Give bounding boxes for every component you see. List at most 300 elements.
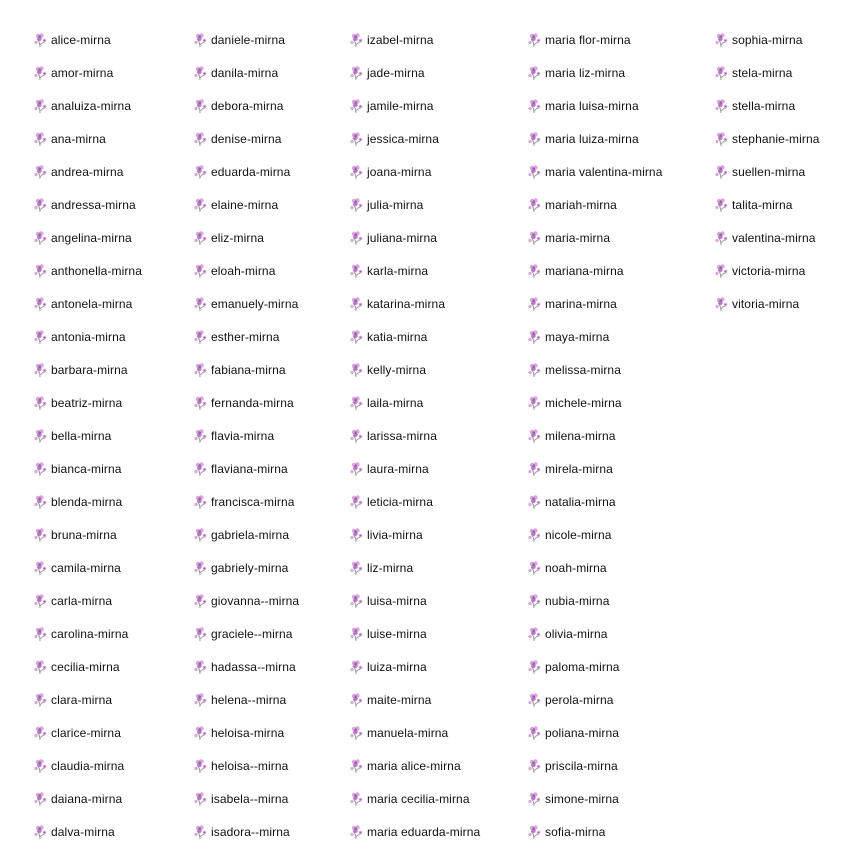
file-name: stella-mirna — [732, 99, 796, 113]
image-file-icon — [33, 659, 48, 675]
file-name: flaviana-mirna — [211, 462, 288, 476]
file-item[interactable] — [714, 261, 805, 281]
file-item[interactable] — [349, 261, 428, 281]
image-file-icon — [33, 725, 48, 741]
image-file-icon — [33, 824, 48, 840]
file-name: daniele-mirna — [211, 33, 286, 47]
file-item[interactable] — [33, 129, 106, 149]
file-name: dalva-mirna — [51, 825, 115, 839]
image-file-icon — [193, 824, 208, 840]
file-name: analuiza-mirna — [51, 99, 132, 113]
file-item[interactable] — [33, 63, 113, 83]
file-name: natalia-mirna — [545, 495, 616, 509]
file-item[interactable] — [33, 294, 132, 314]
file-name: luisa-mirna — [367, 594, 427, 608]
file-item[interactable] — [527, 624, 608, 644]
file-name: nicole-mirna — [545, 528, 612, 542]
file-name: clara-mirna — [51, 693, 113, 707]
file-item[interactable] — [33, 459, 122, 479]
file-name: camila-mirna — [51, 561, 121, 575]
image-file-icon — [714, 164, 729, 180]
file-name: priscila-mirna — [545, 759, 618, 773]
file-name: milena-mirna — [545, 429, 616, 443]
image-file-icon — [527, 758, 542, 774]
file-item[interactable] — [193, 360, 286, 380]
file-item[interactable] — [349, 756, 461, 776]
file-name: manuela-mirna — [367, 726, 449, 740]
image-file-icon — [193, 329, 208, 345]
file-item[interactable] — [193, 195, 278, 215]
image-file-icon — [349, 329, 364, 345]
file-item[interactable] — [193, 63, 278, 83]
file-item[interactable] — [33, 426, 111, 446]
image-file-icon — [193, 296, 208, 312]
image-file-icon — [349, 428, 364, 444]
file-name: carla-mirna — [51, 594, 113, 608]
file-item[interactable] — [714, 129, 820, 149]
file-item[interactable] — [33, 789, 122, 809]
image-file-icon — [527, 395, 542, 411]
file-item[interactable] — [193, 294, 298, 314]
file-name: leticia-mirna — [367, 495, 433, 509]
image-file-icon — [33, 263, 48, 279]
file-name: maria liz-mirna — [545, 66, 626, 80]
image-file-icon — [33, 65, 48, 81]
file-name: elaine-mirna — [211, 198, 279, 212]
image-file-icon — [349, 395, 364, 411]
file-item[interactable] — [33, 690, 112, 710]
file-item[interactable] — [527, 492, 616, 512]
image-file-icon — [193, 593, 208, 609]
file-name: simone-mirna — [545, 792, 619, 806]
image-file-icon — [193, 65, 208, 81]
file-name: eloah-mirna — [211, 264, 276, 278]
file-name: graciele--mirna — [211, 627, 293, 641]
file-item[interactable] — [527, 294, 617, 314]
file-item[interactable] — [527, 261, 624, 281]
image-file-icon — [33, 32, 48, 48]
image-file-icon — [527, 692, 542, 708]
file-name: maya-mirna — [545, 330, 610, 344]
file-name: luiza-mirna — [367, 660, 427, 674]
file-name: laura-mirna — [367, 462, 429, 476]
image-file-icon — [349, 32, 364, 48]
file-name: debora-mirna — [211, 99, 284, 113]
file-name: melissa-mirna — [545, 363, 621, 377]
file-item[interactable] — [714, 63, 792, 83]
image-file-icon — [349, 560, 364, 576]
image-file-icon — [527, 593, 542, 609]
file-item[interactable] — [193, 624, 293, 644]
file-name: sofia-mirna — [545, 825, 606, 839]
file-name: paloma-mirna — [545, 660, 620, 674]
file-item[interactable] — [193, 261, 275, 281]
file-item[interactable] — [527, 558, 607, 578]
image-file-icon — [349, 65, 364, 81]
file-item[interactable] — [193, 723, 284, 743]
image-file-icon — [714, 131, 729, 147]
file-name: denise-mirna — [211, 132, 282, 146]
file-item[interactable] — [527, 789, 619, 809]
file-name: heloisa-mirna — [211, 726, 285, 740]
file-name: noah-mirna — [545, 561, 607, 575]
image-file-icon — [527, 98, 542, 114]
file-item[interactable] — [349, 690, 431, 710]
image-file-icon — [349, 692, 364, 708]
file-item[interactable] — [527, 162, 662, 182]
file-name: sophia-mirna — [732, 33, 803, 47]
file-name: cecilia-mirna — [51, 660, 120, 674]
image-file-icon — [193, 494, 208, 510]
file-item[interactable] — [193, 756, 288, 776]
image-file-icon — [527, 164, 542, 180]
image-file-icon — [527, 428, 542, 444]
file-item[interactable] — [193, 789, 288, 809]
file-item[interactable] — [527, 657, 620, 677]
image-file-icon — [193, 626, 208, 642]
image-file-icon — [193, 791, 208, 807]
file-name: katarina-mirna — [367, 297, 446, 311]
image-file-icon — [349, 527, 364, 543]
image-file-icon — [349, 824, 364, 840]
file-name: daiana-mirna — [51, 792, 123, 806]
file-item[interactable] — [33, 657, 120, 677]
file-name: francisca-mirna — [211, 495, 295, 509]
file-name: bruna-mirna — [51, 528, 117, 542]
image-file-icon — [193, 98, 208, 114]
file-item[interactable] — [33, 591, 112, 611]
file-item[interactable] — [193, 525, 289, 545]
file-item[interactable] — [33, 492, 122, 512]
image-file-icon — [33, 329, 48, 345]
file-name: katia-mirna — [367, 330, 428, 344]
file-name: esther-mirna — [211, 330, 280, 344]
file-name: claudia-mirna — [51, 759, 125, 773]
file-name: mariah-mirna — [545, 198, 617, 212]
file-item[interactable] — [527, 30, 631, 50]
file-item[interactable] — [527, 690, 614, 710]
image-file-icon — [527, 230, 542, 246]
file-item[interactable] — [527, 63, 625, 83]
file-item[interactable] — [527, 327, 609, 347]
file-name: maria alice-mirna — [367, 759, 461, 773]
image-file-icon — [193, 32, 208, 48]
file-name: maria-mirna — [545, 231, 611, 245]
image-file-icon — [193, 692, 208, 708]
file-item[interactable] — [527, 591, 609, 611]
image-file-icon — [349, 131, 364, 147]
image-file-icon — [33, 461, 48, 477]
file-item[interactable] — [33, 393, 122, 413]
file-name: talita-mirna — [732, 198, 793, 212]
file-name: flavia-mirna — [211, 429, 275, 443]
file-name: juliana-mirna — [367, 231, 437, 245]
file-item[interactable] — [33, 558, 121, 578]
file-name: angelina-mirna — [51, 231, 132, 245]
file-item[interactable] — [193, 426, 274, 446]
file-name: maria luisa-mirna — [545, 99, 639, 113]
file-item[interactable] — [527, 129, 639, 149]
image-file-icon — [193, 395, 208, 411]
image-file-icon — [193, 758, 208, 774]
file-name: maria flor-mirna — [545, 33, 631, 47]
image-file-icon — [714, 98, 729, 114]
image-file-icon — [33, 164, 48, 180]
image-file-icon — [527, 65, 542, 81]
file-item[interactable] — [33, 195, 136, 215]
image-file-icon — [527, 725, 542, 741]
image-file-icon — [349, 230, 364, 246]
file-item[interactable] — [714, 294, 799, 314]
file-item[interactable] — [527, 756, 618, 776]
file-item[interactable] — [33, 822, 115, 842]
image-file-icon — [193, 659, 208, 675]
file-name: kelly-mirna — [367, 363, 427, 377]
image-file-icon — [714, 263, 729, 279]
file-item[interactable] — [349, 327, 427, 347]
image-file-icon — [349, 659, 364, 675]
file-name: victoria-mirna — [732, 264, 806, 278]
file-name: valentina-mirna — [732, 231, 816, 245]
file-name: gabriela-mirna — [211, 528, 290, 542]
file-item[interactable] — [714, 195, 793, 215]
file-item[interactable] — [33, 30, 111, 50]
file-item[interactable] — [349, 789, 470, 809]
file-item[interactable] — [33, 327, 126, 347]
image-file-icon — [193, 725, 208, 741]
file-item[interactable] — [33, 360, 128, 380]
file-name: eliz-mirna — [211, 231, 265, 245]
file-item[interactable] — [33, 756, 124, 776]
file-item[interactable] — [349, 228, 437, 248]
image-file-icon — [349, 494, 364, 510]
image-file-icon — [714, 197, 729, 213]
file-name: maria valentina-mirna — [545, 165, 663, 179]
file-name: suellen-mirna — [732, 165, 806, 179]
file-item[interactable] — [193, 492, 295, 512]
image-file-icon — [527, 131, 542, 147]
file-item[interactable] — [33, 261, 142, 281]
image-file-icon — [527, 329, 542, 345]
image-file-icon — [33, 296, 48, 312]
file-item[interactable] — [193, 558, 288, 578]
file-name: mirela-mirna — [545, 462, 613, 476]
file-name: stephanie-mirna — [732, 132, 820, 146]
image-file-icon — [349, 296, 364, 312]
file-item[interactable] — [349, 822, 480, 842]
file-name: hadassa--mirna — [211, 660, 296, 674]
file-item[interactable] — [33, 228, 132, 248]
image-file-icon — [527, 32, 542, 48]
file-name: antonia-mirna — [51, 330, 126, 344]
file-name: eduarda-mirna — [211, 165, 291, 179]
image-file-icon — [33, 494, 48, 510]
file-item[interactable] — [349, 294, 445, 314]
image-file-icon — [193, 263, 208, 279]
file-item[interactable] — [527, 723, 619, 743]
file-name: maria cecilia-mirna — [367, 792, 470, 806]
file-item[interactable] — [193, 327, 280, 347]
file-item[interactable] — [349, 723, 448, 743]
image-file-icon — [349, 593, 364, 609]
image-file-icon — [714, 65, 729, 81]
file-item[interactable] — [714, 228, 816, 248]
file-name: danila-mirna — [211, 66, 279, 80]
file-item[interactable] — [33, 723, 121, 743]
file-name: luise-mirna — [367, 627, 427, 641]
file-name: beatriz-mirna — [51, 396, 123, 410]
file-name: clarice-mirna — [51, 726, 121, 740]
image-file-icon — [193, 230, 208, 246]
file-name: julia-mirna — [367, 198, 424, 212]
file-item[interactable] — [349, 426, 437, 446]
image-file-icon — [193, 461, 208, 477]
file-item[interactable] — [349, 30, 434, 50]
file-item[interactable] — [349, 459, 429, 479]
image-file-icon — [193, 197, 208, 213]
file-item[interactable] — [349, 525, 423, 545]
file-name: carolina-mirna — [51, 627, 129, 641]
file-name: heloisa--mirna — [211, 759, 289, 773]
file-name: helena--mirna — [211, 693, 287, 707]
file-name: ana-mirna — [51, 132, 106, 146]
image-file-icon — [349, 758, 364, 774]
file-name: stela-mirna — [732, 66, 793, 80]
image-file-icon — [33, 362, 48, 378]
file-name: anthonella-mirna — [51, 264, 142, 278]
file-item[interactable] — [193, 657, 296, 677]
file-item[interactable] — [527, 822, 605, 842]
file-item[interactable] — [193, 96, 284, 116]
file-name: michele-mirna — [545, 396, 622, 410]
file-name: andressa-mirna — [51, 198, 136, 212]
image-file-icon — [193, 131, 208, 147]
image-file-icon — [349, 197, 364, 213]
file-item[interactable] — [33, 525, 117, 545]
file-name: barbara-mirna — [51, 363, 128, 377]
file-item[interactable] — [193, 690, 286, 710]
file-item[interactable] — [349, 624, 427, 644]
file-item[interactable] — [349, 492, 433, 512]
file-item[interactable] — [349, 360, 426, 380]
image-file-icon — [193, 560, 208, 576]
file-item[interactable] — [193, 228, 264, 248]
image-file-icon — [527, 824, 542, 840]
file-name: fernanda-mirna — [211, 396, 294, 410]
image-file-icon — [349, 626, 364, 642]
file-item[interactable] — [349, 657, 427, 677]
file-name: alice-mirna — [51, 33, 111, 47]
file-item[interactable] — [193, 459, 288, 479]
image-file-icon — [33, 428, 48, 444]
file-item[interactable] — [193, 30, 285, 50]
file-name: marina-mirna — [545, 297, 617, 311]
image-file-icon — [33, 692, 48, 708]
file-name: livia-mirna — [367, 528, 423, 542]
file-item[interactable] — [527, 525, 612, 545]
image-file-icon — [714, 296, 729, 312]
image-file-icon — [33, 395, 48, 411]
file-name: andrea-mirna — [51, 165, 124, 179]
file-name: perola-mirna — [545, 693, 614, 707]
image-file-icon — [527, 296, 542, 312]
file-item[interactable] — [349, 393, 423, 413]
image-file-icon — [349, 461, 364, 477]
image-file-icon — [33, 758, 48, 774]
image-file-icon — [33, 98, 48, 114]
file-name: olivia-mirna — [545, 627, 608, 641]
image-file-icon — [349, 98, 364, 114]
file-name: joana-mirna — [367, 165, 432, 179]
file-item[interactable] — [527, 393, 622, 413]
image-file-icon — [193, 527, 208, 543]
image-file-icon — [33, 230, 48, 246]
image-file-icon — [527, 527, 542, 543]
file-item[interactable] — [527, 195, 617, 215]
file-name: emanuely-mirna — [211, 297, 299, 311]
file-item[interactable] — [193, 591, 299, 611]
file-item[interactable] — [527, 96, 639, 116]
file-item[interactable] — [527, 426, 616, 446]
image-file-icon — [349, 791, 364, 807]
file-name: blenda-mirna — [51, 495, 123, 509]
file-grid — [33, 30, 858, 866]
image-file-icon — [527, 626, 542, 642]
file-name: bianca-mirna — [51, 462, 122, 476]
file-name: izabel-mirna — [367, 33, 434, 47]
file-item[interactable] — [193, 822, 290, 842]
file-item[interactable] — [349, 96, 434, 116]
file-name: karla-mirna — [367, 264, 429, 278]
image-file-icon — [527, 362, 542, 378]
file-item[interactable] — [349, 591, 427, 611]
file-item[interactable] — [527, 360, 621, 380]
file-item[interactable] — [33, 96, 131, 116]
file-item[interactable] — [349, 162, 431, 182]
file-item[interactable] — [349, 195, 423, 215]
file-name: poliana-mirna — [545, 726, 620, 740]
image-file-icon — [33, 197, 48, 213]
file-item[interactable] — [33, 624, 128, 644]
file-item[interactable] — [527, 459, 613, 479]
image-file-icon — [193, 428, 208, 444]
image-file-icon — [527, 659, 542, 675]
file-item[interactable] — [714, 162, 805, 182]
file-item[interactable] — [33, 162, 124, 182]
image-file-icon — [349, 164, 364, 180]
file-item[interactable] — [193, 393, 294, 413]
file-name: maite-mirna — [367, 693, 432, 707]
file-item[interactable] — [527, 228, 610, 248]
image-file-icon — [193, 362, 208, 378]
file-name: amor-mirna — [51, 66, 114, 80]
file-item[interactable] — [349, 129, 439, 149]
file-item[interactable] — [349, 63, 425, 83]
file-item[interactable] — [193, 162, 290, 182]
image-file-icon — [527, 461, 542, 477]
image-file-icon — [33, 560, 48, 576]
file-item[interactable] — [714, 30, 803, 50]
image-file-icon — [33, 626, 48, 642]
image-file-icon — [527, 791, 542, 807]
image-file-icon — [349, 263, 364, 279]
file-item[interactable] — [193, 129, 282, 149]
file-name: liz-mirna — [367, 561, 414, 575]
file-name: jessica-mirna — [367, 132, 439, 146]
file-item[interactable] — [349, 558, 413, 578]
file-name: nubia-mirna — [545, 594, 610, 608]
file-item[interactable] — [714, 96, 795, 116]
